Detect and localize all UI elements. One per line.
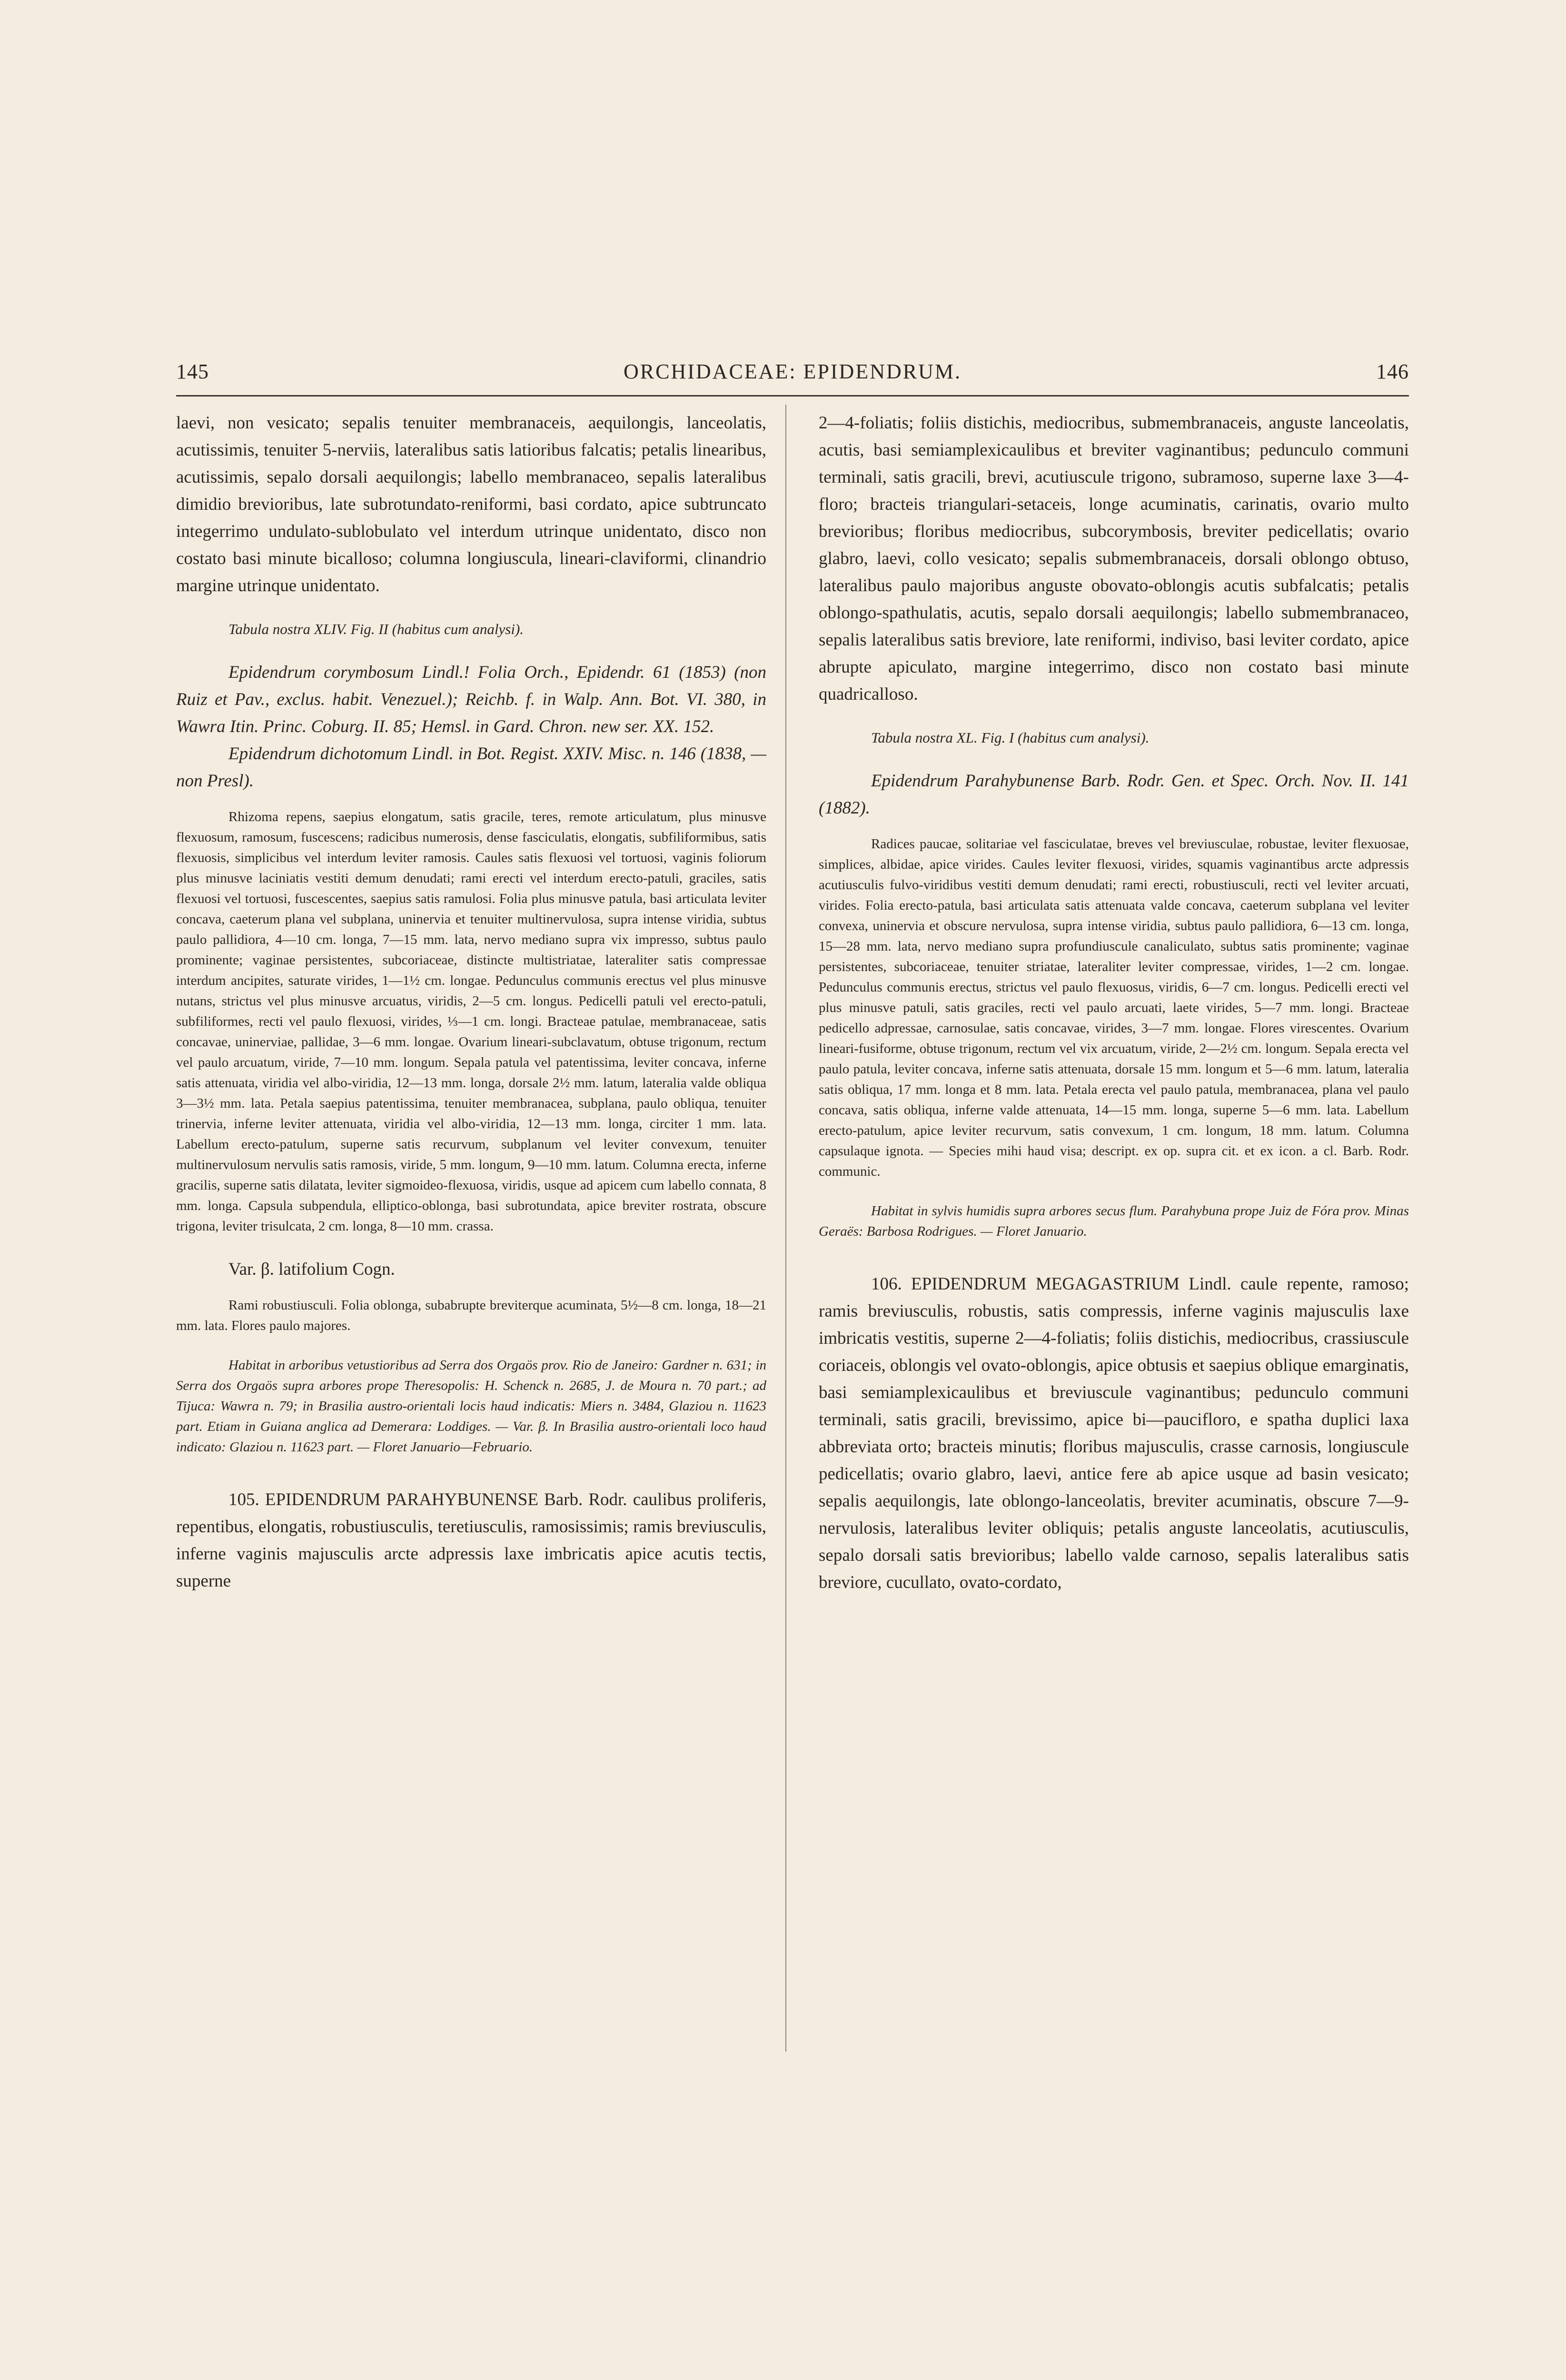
species-106-diagnosis: 106. EPIDENDRUM MEGAGASTRIUM Lindl. caule repente, ramoso; ramis breviusculis, robustis, satis compressis, inferne vaginis majusculis laxe imbricatis vestitis, superne 2—4-foliatis; foliis distichis, mediocribus, crassiuscule coriaceis, oblongis vel ovato-oblongis, apice obtusis et saepius oblique emarginatis, basi semiamplexicaulibus et breviuscule vaginantibus; pedunculo communi terminali, satis gracili, brevissimo, apice bi—paucifloro, e spatha duplici laxa abbreviata orto; bracteis minutis; floribus majusculis, crasse carnosis, longiuscule pedicellatis; ovario glabro, laevi, antice fere ab apice usque ad basin vesicato; sepalis aequilongis, late oblongo-lanceolatis, breviter acuminatis, obscure 7—9-nervulosis, lateralibus leviter obliquis; petalis anguste lanceolatis, acutiusculis, sepalo dorsali satis brevioribus; labello valde carnoso, sepalis lateralibus satis breviore, cucullato, ovato-cordato, bbox=[819, 1274, 1409, 1592]
plate-reference: Tabula nostra XLIV. Fig. II (habitus cum analysi). bbox=[228, 621, 524, 637]
plate-reference: Tabula nostra XL. Fig. I (habitus cum analysi). bbox=[871, 729, 1150, 746]
page-number-left: 145 bbox=[176, 360, 209, 383]
detailed-description: Rhizoma repens, saepius elongatum, satis gracile, teres, remote articulatum, plus minusve flexuosum, ramosum, fuscescens; radicibus numerosis, dense fasciculatis, elongatis, subfiliformibus, satis flexuosis, simplicibus vel interdum leviter ramosis. Caules satis flexuosi vel tortuosi, vaginis foliorum plus minusve laciniatis vestiti demum denudati; rami erecti vel interdum erecto-patuli, graciles, satis flexuosi vel tortuosi, fuscescentes, saepius satis ramulosi. Folia plus minusve patula, basi articulata leviter concava, caeterum plana vel subplana, uninervia et tenuiter multinervulosa, supra intense viridia, subtus paulo pallidiora, 4—10 cm. longa, 7—15 mm. lata, nervo mediano supra vix impresso, subtus paulo prominente; vaginae persistentes, subcoriaceae, distincte multistriatae, lateraliter satis compressae interdum ancipites, saturate virides, 1—1½ cm. longae. Pedunculus communis erectus vel plus minusve nutans, strictus vel plus minusve arcuatus, viridis, 2—5 cm. longus. Pedicelli patuli vel erecto-patuli, subfiliformes, recti vel paulo flexuosi, virides, ⅓—1 cm. longi. Bracteae patulae, membranaceae, satis concavae, uninerviae, pallidae, 3—6 mm. longae. Ovarium lineari-subclavatum, obtuse trigonum, rectum vel paulo arcuatum, viride, 7—10 mm. longum. Sepala patula vel patentissima, leviter concava, inferne satis attenuata, viridia vel albo-viridia, 12—13 mm. longa, dorsale 2½ mm. latum, lateralia valde obliqua 3—3½ mm. lata. Petala saepius patentissima, tenuiter membranacea, subplana, paulo obliqua, tenuiter trinervia, inferne leviter attenuata, viridia vel albo-viridia, 12—13 mm. longa, circiter 1 mm. lata. Labellum erecto-patulum, superne satis recurvum, subplanum vel leviter convexum, tenuiter multinervulosum nervulis satis ramosis, viride, 5 mm. longum, 9—10 mm. latum. Columna erecta, inferne gracilis, superne satis dilatata, leviter sigmoideo-flexuosa, viridis, usque ad apicem cum labello connata, 8 mm. longa. Capsula subpendula, elliptico-oblonga, basi subrotundata, apice breviter rostrata, obscure trigona, leviter trisulcata, 2 cm. longa, 8—10 mm. crassa. bbox=[176, 809, 766, 1234]
habitat-note: Habitat in arboribus vetustioribus ad Serra dos Orgaös prov. Rio de Janeiro: Gardner n. 631; in Serra dos Orgaös supra arbores prope Theresopolis: H. Schenck n. 2685, J. de Moura n. 70 part.; ad Tijuca: Wawra n. 79; in Brasilia austro-orientali locis haud indicatis: Miers n. 3484, Glaziou n. 11623 part. Etiam in Guiana anglica ad Demerara: Loddiges. — Var. β. In Brasilia austro-orientali loco haud indicato: Glaziou n. 11623 part. — Floret Januario—Februario. bbox=[176, 1358, 766, 1455]
species-105-diagnosis: 105. EPIDENDRUM PARAHYBUNENSE Barb. Rodr. caulibus proliferis, repentibus, elongatis, robustiusculis, teretiusculis, ramosissimis; ramis breviusculis, inferne vaginis majusculis arcte adpressis laxe imbricatis apice acutis tectis, superne bbox=[176, 1490, 766, 1591]
right-column bbox=[819, 409, 1409, 1596]
running-title: ORCHIDACEAE: EPIDENDRUM. bbox=[624, 360, 961, 383]
variety-heading: Var. β. latifolium Cogn. bbox=[228, 1259, 395, 1279]
synonym-citation: Epidendrum Parahybunense Barb. Rodr. Gen. et Spec. Orch. Nov. II. 141 (1882). bbox=[819, 771, 1409, 818]
column-divider bbox=[785, 405, 786, 2052]
page-number-right: 146 bbox=[1376, 360, 1409, 383]
description-continued: laevi, non vesicato; sepalis tenuiter membranaceis, aequilongis, lanceolatis, acutissimis, tenuiter 5-nerviis, lateralibus satis latioribus falcatis; petalis linearibus, acutissimis, sepalo dorsali aequilongis; labello membranaceo, sepalis lateralibus dimidio brevioribus, late subrotundato-reniformi, basi cordato, apice subtruncato integerrimo undulato-sublobulato vel interdum utrinque unidentato, disco non costato basi minute bicalloso; columna longiuscula, lineari-claviformi, clinandrio margine utrinque unidentato. bbox=[176, 413, 766, 595]
variety-description: Rami robustiusculi. Folia oblonga, subabrupte breviterque acuminata, 5½—8 cm. longa, 18—21 mm. lata. Flores paulo majores. bbox=[176, 1298, 766, 1333]
left-column bbox=[176, 409, 766, 1595]
synonym-citation-1: Epidendrum corymbosum Lindl.! Folia Orch., Epidendr. 61 (1853) (non Ruiz et Pav., exclus. habit. Venezuel.); Reichb. f. in Walp. Ann. Bot. VI. 380, in Wawra Itin. Princ. Coburg. II. 85; Hemsl. in Gard. Chron. new ser. XX. 152. bbox=[176, 663, 766, 736]
detailed-description: Radices paucae, solitariae vel fasciculatae, breves vel breviusculae, robustae, leviter flexuosae, simplices, albidae, apice virides. Caules leviter flexuosi, virides, squamis vaginantibus arcte adpressis acutiusculis fulvo-viridibus vestiti demum denudati; rami erecti, robustiusculi, recti vel leviter arcuati, virides. Folia erecto-patula, basi articulata satis attenuata valde concava, caeterum subplana vel leviter convexa, uninervia et obscure nervulosa, supra intense viridia, subtus paulo pallidiora, 6—13 cm. longa, 15—28 mm. lata, nervo mediano supra profundiuscule canaliculato, subtus satis prominente; vaginae persistentes, subcoriaceae, tenuiter striatae, lateraliter leviter compressae, virides, 1—2 cm. longae. Pedunculus communis erectus, strictus vel paulo flexuosus, viridis, 6—7 cm. longus. Pedicelli erecti vel plus minusve patuli, satis graciles, recti vel paulo arcuati, laete virides, 5—7 mm. longi. Bracteae pedicello adpressae, carnosulae, satis concavae, virides, 3—7 mm. longae. Flores virescentes. Ovarium lineari-fusiforme, obtuse trigonum, rectum vel vix arcuatum, viride, 2—2½ cm. longum. Sepala erecta vel paulo patula, leviter concava, inferne satis attenuata, dorsale 15 mm. longum et 5—6 mm. latum, lateralia satis obliqua, 17 mm. longa et 8 mm. lata. Petala erecta vel paulo patula, membranacea, plana vel paulo concava, satis obliqua, inferne valde attenuata, 14—15 mm. longa, superne 5—6 mm. lata. Labellum erecto-patulum, apice leviter recurvum, satis convexum, 1 cm. longum, 18 mm. latum. Columna capsulaque ignota. — Species mihi haud visa; descript. ex op. supra cit. et ex icon. a cl. Barb. Rodr. communic. bbox=[819, 836, 1409, 1179]
habitat-note: Habitat in sylvis humidis supra arbores secus flum. Parahybuna prope Juiz de Fóra prov. Minas Geraës: Barbosa Rodrigues. — Floret Januario. bbox=[819, 1203, 1409, 1239]
diagnosis-continued: 2—4-foliatis; foliis distichis, mediocribus, submembranaceis, anguste lanceolatis, acutis, basi semiamplexicaulibus et breviter vaginantibus; pedunculo communi terminali, satis gracili, brevi, acutiuscule trigono, subramoso, superne laxe 3—4-floro; bracteis triangulari-setaceis, longe acuminatis, carinatis, ovario multo brevioribus; floribus mediocribus, subcorymbosis, breviter pedicellatis; ovario glabro, laevi, collo vesicato; sepalis submembranaceis, dorsali oblongo obtuso, lateralibus paulo majoribus anguste obovato-oblongis acutis subfalcatis; petalis oblongo-spathulatis, acutis, sepalo dorsali aequilongis; labello submembranaceo, sepalis lateralibus satis breviore, late reniformi, indiviso, basi leviter cordato, apice abrupte apiculato, margine integerrimo, disco non costato basi minute quadricalloso. bbox=[819, 413, 1409, 704]
synonym-citation-2: Epidendrum dichotomum Lindl. in Bot. Regist. XXIV. Misc. n. 146 (1838, — non Presl). bbox=[176, 744, 766, 791]
running-header bbox=[176, 359, 1409, 388]
header-rule bbox=[176, 395, 1409, 397]
